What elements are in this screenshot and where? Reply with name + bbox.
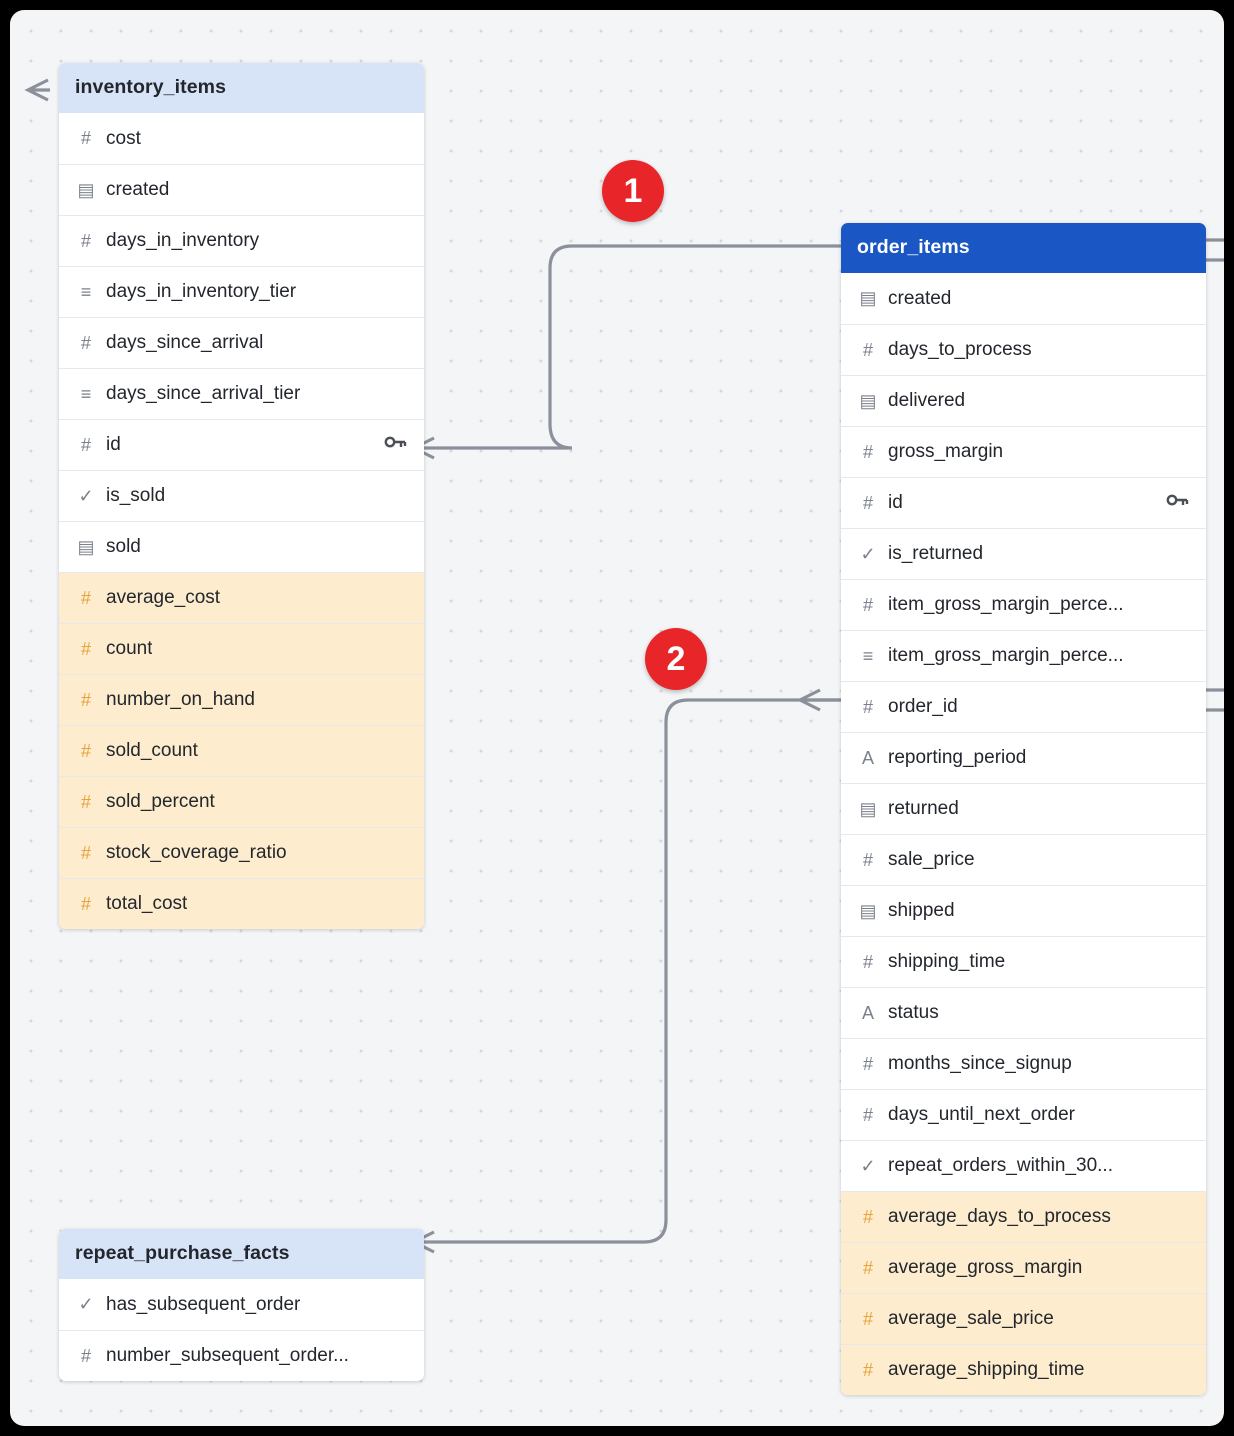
field-name: number_subsequent_order... (106, 1345, 349, 1366)
date-icon: ▤ (859, 288, 877, 308)
field-name: item_gross_margin_perce... (888, 594, 1124, 615)
number-icon: # (80, 128, 91, 148)
tier-icon: ≡ (80, 383, 92, 404)
field-row[interactable] (841, 528, 1206, 579)
field-row[interactable] (841, 1038, 1206, 1089)
number-icon: # (80, 332, 91, 353)
string-icon: A (861, 747, 874, 768)
field-name: days_until_next_order (888, 1104, 1075, 1125)
field-row[interactable] (841, 273, 1206, 324)
number-icon: # (862, 849, 873, 870)
number-icon: # (80, 791, 91, 812)
field-name: has_subsequent_order (106, 1293, 301, 1315)
field-row[interactable] (59, 521, 424, 572)
field-name: sold_percent (106, 791, 215, 812)
string-icon: A (861, 1002, 874, 1023)
date-icon: ▤ (859, 798, 877, 819)
field-row[interactable] (841, 630, 1206, 681)
boolean-icon: ✓ (78, 1294, 94, 1314)
field-name: cost (106, 127, 141, 149)
field-name: shipping_time (888, 951, 1006, 972)
field-name: number_on_hand (106, 689, 255, 710)
field-name: status (888, 1002, 939, 1023)
table-repeat_purchase_facts[interactable] (59, 1229, 424, 1381)
field-row-measure[interactable] (59, 776, 424, 827)
field-name: months_since_signup (888, 1053, 1072, 1074)
field-name: sold_count (106, 740, 198, 761)
field-row-order-id[interactable] (841, 681, 1206, 732)
field-name: created (888, 287, 952, 309)
boolean-icon: ✓ (860, 1155, 876, 1176)
field-name: days_to_process (888, 339, 1032, 360)
field-name: is_sold (106, 485, 166, 506)
field-row-measure[interactable] (59, 572, 424, 623)
field-name: gross_margin (888, 441, 1004, 462)
link-1-crowsfoot-left (28, 80, 50, 100)
field-name: reporting_period (888, 747, 1027, 768)
field-row[interactable] (841, 1089, 1206, 1140)
field-name: average_days_to_process (888, 1206, 1111, 1227)
number-icon: # (862, 492, 873, 513)
field-row[interactable] (59, 1279, 424, 1330)
field-row[interactable] (841, 579, 1206, 630)
field-row-id[interactable] (59, 419, 424, 470)
field-row[interactable] (59, 1330, 424, 1381)
date-icon: ▤ (859, 900, 877, 921)
number-icon: # (862, 696, 873, 717)
field-name: stock_coverage_ratio (106, 842, 287, 863)
field-name: average_gross_margin (888, 1257, 1083, 1278)
field-row-measure[interactable] (841, 1344, 1206, 1395)
field-name: order_id (888, 696, 958, 717)
field-name: shipped (888, 900, 955, 921)
primary-key-icon (1166, 492, 1190, 514)
table-order_items[interactable] (841, 223, 1206, 1395)
number-icon: # (80, 689, 91, 710)
boolean-icon: ✓ (78, 485, 94, 506)
number-icon: # (80, 638, 91, 659)
number-icon: # (862, 339, 873, 360)
link-order-items-to-inventory-items (415, 246, 841, 448)
field-name: days_in_inventory (106, 230, 260, 251)
table-title-order_items[interactable]: order_items (841, 223, 1206, 273)
field-row[interactable] (841, 1140, 1206, 1191)
number-icon: # (80, 434, 91, 455)
field-row[interactable] (59, 470, 424, 521)
number-icon: # (862, 594, 873, 615)
annotation-badge-1[interactable]: 1 (602, 160, 664, 222)
number-icon: # (862, 1308, 873, 1329)
number-icon: # (80, 230, 91, 251)
field-row[interactable] (841, 375, 1206, 426)
field-name: sold (106, 536, 141, 557)
number-icon: # (80, 1345, 91, 1366)
date-icon: ▤ (77, 536, 95, 557)
number-icon: # (862, 1206, 873, 1227)
date-icon: ▤ (77, 179, 95, 200)
table-title-inventory_items[interactable]: inventory_items (59, 63, 424, 113)
field-name: returned (888, 798, 959, 819)
field-name: count (106, 638, 153, 659)
tier-icon: ≡ (862, 645, 874, 666)
number-icon: # (80, 842, 91, 863)
field-name: created (106, 179, 170, 200)
link-order-items-to-repeat-purchase-facts (415, 700, 841, 1242)
field-name: days_in_inventory_tier (106, 281, 297, 302)
number-icon: # (80, 740, 91, 761)
field-row-measure[interactable] (59, 878, 424, 929)
field-name: id (106, 434, 121, 455)
field-row-measure[interactable] (841, 1191, 1206, 1242)
field-row-measure[interactable] (59, 827, 424, 878)
field-name: delivered (888, 390, 966, 411)
number-icon: # (862, 1104, 873, 1125)
field-row[interactable] (841, 324, 1206, 375)
field-row-measure[interactable] (59, 623, 424, 674)
field-row[interactable] (841, 732, 1206, 783)
number-icon: # (862, 1053, 873, 1074)
field-name: is_returned (888, 543, 984, 564)
field-row[interactable] (59, 164, 424, 215)
field-name: days_since_arrival (106, 332, 264, 353)
tier-icon: ≡ (80, 281, 92, 302)
field-row[interactable] (841, 885, 1206, 936)
field-row[interactable] (59, 368, 424, 419)
field-name: id (888, 492, 903, 513)
link-stub-right-bottom (1206, 690, 1224, 710)
field-row[interactable] (841, 834, 1206, 885)
date-icon: ▤ (859, 390, 877, 411)
field-row[interactable] (841, 426, 1206, 477)
field-row-measure[interactable] (841, 1242, 1206, 1293)
field-row[interactable] (841, 936, 1206, 987)
number-icon: # (862, 441, 873, 462)
number-icon: # (862, 1359, 873, 1380)
number-icon: # (862, 951, 873, 972)
field-name: average_sale_price (888, 1308, 1054, 1329)
link-stub-right-top (1206, 240, 1224, 260)
number-icon: # (80, 587, 91, 608)
diagram-canvas[interactable] (10, 10, 1224, 1426)
field-name: item_gross_margin_perce... (888, 645, 1124, 666)
field-row[interactable] (59, 113, 424, 164)
table-inventory_items[interactable] (59, 63, 424, 929)
field-row-measure[interactable] (59, 725, 424, 776)
field-row[interactable] (59, 215, 424, 266)
field-name: average_cost (106, 587, 221, 608)
annotation-badge-2[interactable]: 2 (645, 628, 707, 690)
field-row-measure[interactable] (841, 1293, 1206, 1344)
primary-key-icon (384, 434, 408, 456)
field-name: total_cost (106, 893, 188, 914)
field-row-measure[interactable] (59, 674, 424, 725)
number-icon: # (80, 893, 91, 914)
field-row[interactable] (841, 987, 1206, 1038)
table-title-repeat_purchase_facts[interactable]: repeat_purchase_facts (59, 1229, 424, 1279)
field-name: days_since_arrival_tier (106, 383, 301, 404)
field-name: repeat_orders_within_30... (888, 1155, 1113, 1176)
field-row[interactable] (841, 783, 1206, 834)
boolean-icon: ✓ (860, 543, 876, 564)
field-row-id[interactable] (841, 477, 1206, 528)
field-name: sale_price (888, 849, 975, 870)
field-row[interactable] (59, 266, 424, 317)
field-name: average_shipping_time (888, 1359, 1085, 1380)
field-row[interactable] (59, 317, 424, 368)
link-2-crowsfoot-right (800, 690, 842, 710)
number-icon: # (862, 1257, 873, 1278)
